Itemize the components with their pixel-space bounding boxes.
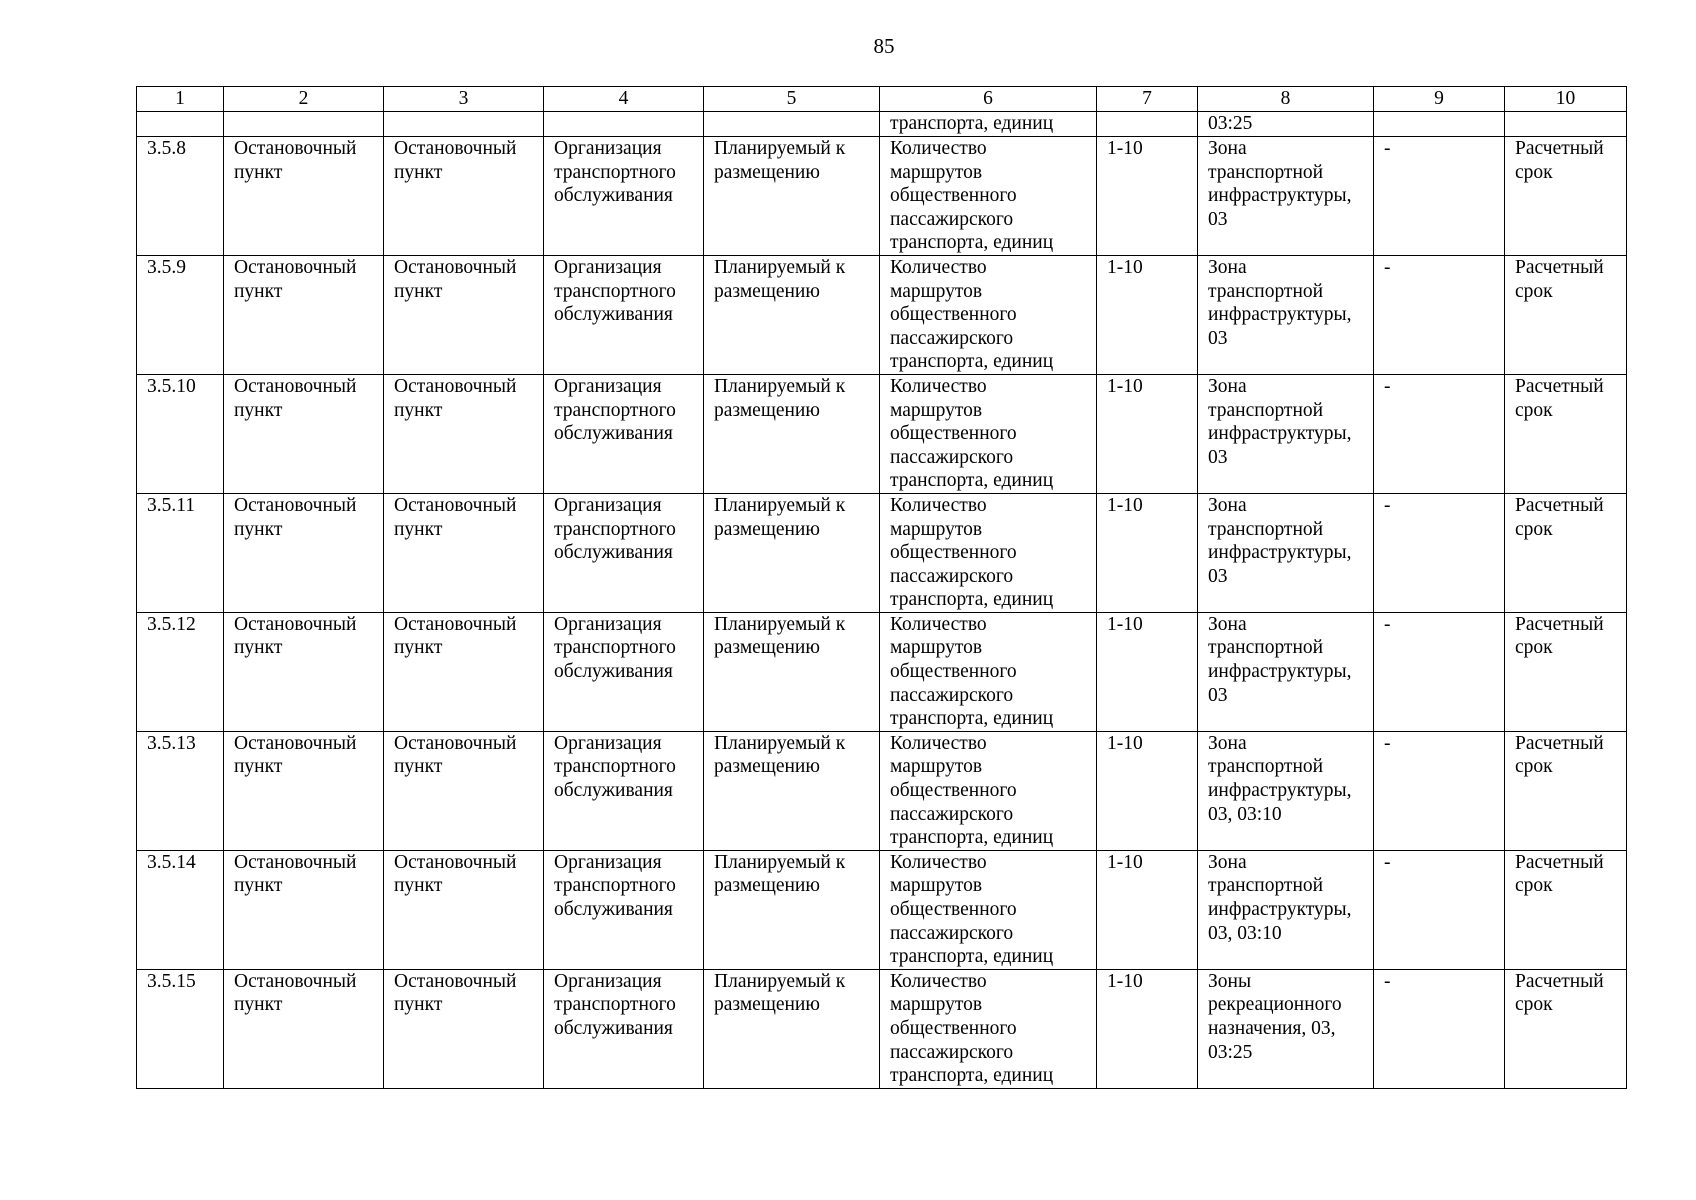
page-number: 85 [873,34,895,58]
cell-status: Планируемый к размещению [704,612,880,731]
cell-status: Планируемый к размещению [704,255,880,374]
table-row [137,731,1627,850]
cell-characteristic: Количество маршрутов общественного пассажирского транспорта, единиц [880,374,1097,493]
cell-value: 1-10 [1097,969,1198,1088]
cell-status: Планируемый к размещению [704,493,880,612]
cell-protection-zone: - [1374,969,1505,1088]
cell-zone: 8 [1198,87,1374,112]
cell-purpose: Организация транспортного обслуживания [544,255,704,374]
cell-status: Планируемый к размещению [704,850,880,969]
cell-value: 1-10 [1097,850,1198,969]
table-row [137,969,1627,1088]
cell-status: Планируемый к размещению [704,731,880,850]
cell-object-name: Остановочный пункт [224,612,384,731]
cell-number: 3.5.10 [137,374,224,493]
cell-status: Планируемый к размещению [704,969,880,1088]
cell-object-name: Остановочный пункт [224,850,384,969]
cell-protection-zone: - [1374,255,1505,374]
cell-protection-zone: - [1374,374,1505,493]
cell-number: 3.5.14 [137,850,224,969]
table-row [137,612,1627,731]
cell-zone: Зона транспортной инфраструктуры, 03 [1198,255,1374,374]
cell-object-name [224,112,384,137]
cell-purpose: Организация транспортного обслуживания [544,969,704,1088]
cell-zone: Зона транспортной инфраструктуры, 03 [1198,493,1374,612]
cell-value: 1-10 [1097,731,1198,850]
cell-number: 3.5.8 [137,137,224,256]
cell-term: Расчетный срок [1505,374,1627,493]
cell-term: Расчетный срок [1505,731,1627,850]
cell-term: Расчетный срок [1505,969,1627,1088]
table-body [137,87,1627,1089]
cell-object-name: Остановочный пункт [224,374,384,493]
cell-object-name: Остановочный пункт [224,137,384,256]
cell-value: 1-10 [1097,137,1198,256]
cell-term: 10 [1505,87,1627,112]
table-row [137,493,1627,612]
cell-term: Расчетный срок [1505,255,1627,374]
cell-number: 3.5.13 [137,731,224,850]
cell-purpose [544,112,704,137]
cell-characteristic: Количество маршрутов общественного пассажирского транспорта, единиц [880,137,1097,256]
cell-object-type [384,112,544,137]
cell-value: 1-10 [1097,374,1198,493]
cell-protection-zone: - [1374,850,1505,969]
cell-term: Расчетный срок [1505,612,1627,731]
cell-protection-zone: - [1374,137,1505,256]
cell-characteristic: Количество маршрутов общественного пассажирского транспорта, единиц [880,969,1097,1088]
cell-value: 1-10 [1097,612,1198,731]
cell-term [1505,112,1627,137]
cell-protection-zone: 9 [1374,87,1505,112]
cell-object-type: Остановочный пункт [384,255,544,374]
cell-object-type: Остановочный пункт [384,137,544,256]
cell-object-name: Остановочный пункт [224,493,384,612]
continuation-row [137,112,1627,137]
cell-number: 3.5.11 [137,493,224,612]
cell-status [704,112,880,137]
data-table [136,86,1627,1089]
cell-zone: Зона транспортной инфраструктуры, 03 [1198,374,1374,493]
cell-zone: Зона транспортной инфраструктуры, 03, 03:10 [1198,850,1374,969]
cell-purpose: Организация транспортного обслуживания [544,850,704,969]
cell-protection-zone: - [1374,731,1505,850]
cell-value [1097,112,1198,137]
cell-number: 3.5.9 [137,255,224,374]
cell-status: Планируемый к размещению [704,374,880,493]
cell-purpose: Организация транспортного обслуживания [544,374,704,493]
cell-purpose: Организация транспортного обслуживания [544,493,704,612]
cell-value: 1-10 [1097,255,1198,374]
cell-object-name: Остановочный пункт [224,255,384,374]
cell-term: Расчетный срок [1505,850,1627,969]
cell-object-type: Остановочный пункт [384,493,544,612]
cell-object-type: Остановочный пункт [384,374,544,493]
cell-purpose: 4 [544,87,704,112]
table-row [137,137,1627,256]
cell-zone: 03:25 [1198,112,1374,137]
cell-status: Планируемый к размещению [704,137,880,256]
cell-number: 3.5.12 [137,612,224,731]
header-row [137,87,1627,112]
cell-value: 1-10 [1097,493,1198,612]
cell-object-type: Остановочный пункт [384,969,544,1088]
cell-object-name: Остановочный пункт [224,731,384,850]
cell-value: 7 [1097,87,1198,112]
cell-zone: Зона транспортной инфраструктуры, 03 [1198,137,1374,256]
cell-number [137,112,224,137]
cell-purpose: Организация транспортного обслуживания [544,137,704,256]
cell-term: Расчетный срок [1505,493,1627,612]
cell-characteristic: Количество маршрутов общественного пассажирского транспорта, единиц [880,850,1097,969]
cell-purpose: Организация транспортного обслуживания [544,731,704,850]
cell-characteristic: Количество маршрутов общественного пассажирского транспорта, единиц [880,493,1097,612]
cell-zone: Зона транспортной инфраструктуры, 03, 03:10 [1198,731,1374,850]
cell-object-type: Остановочный пункт [384,850,544,969]
cell-characteristic: 6 [880,87,1097,112]
table-row [137,850,1627,969]
table-row [137,255,1627,374]
cell-object-name: 2 [224,87,384,112]
cell-purpose: Организация транспортного обслуживания [544,612,704,731]
cell-term: Расчетный срок [1505,137,1627,256]
cell-number: 1 [137,87,224,112]
cell-protection-zone: - [1374,612,1505,731]
cell-characteristic: Количество маршрутов общественного пассажирского транспорта, единиц [880,612,1097,731]
cell-object-type: Остановочный пункт [384,731,544,850]
cell-protection-zone: - [1374,493,1505,612]
cell-characteristic: транспорта, единиц [880,112,1097,137]
cell-number: 3.5.15 [137,969,224,1088]
cell-zone: Зона транспортной инфраструктуры, 03 [1198,612,1374,731]
cell-characteristic: Количество маршрутов общественного пассажирского транспорта, единиц [880,731,1097,850]
cell-protection-zone [1374,112,1505,137]
cell-characteristic: Количество маршрутов общественного пассажирского транспорта, единиц [880,255,1097,374]
cell-object-name: Остановочный пункт [224,969,384,1088]
table-row [137,374,1627,493]
cell-object-type: 3 [384,87,544,112]
cell-object-type: Остановочный пункт [384,612,544,731]
cell-zone: Зоны рекреационного назначения, 03, 03:25 [1198,969,1374,1088]
cell-status: 5 [704,87,880,112]
